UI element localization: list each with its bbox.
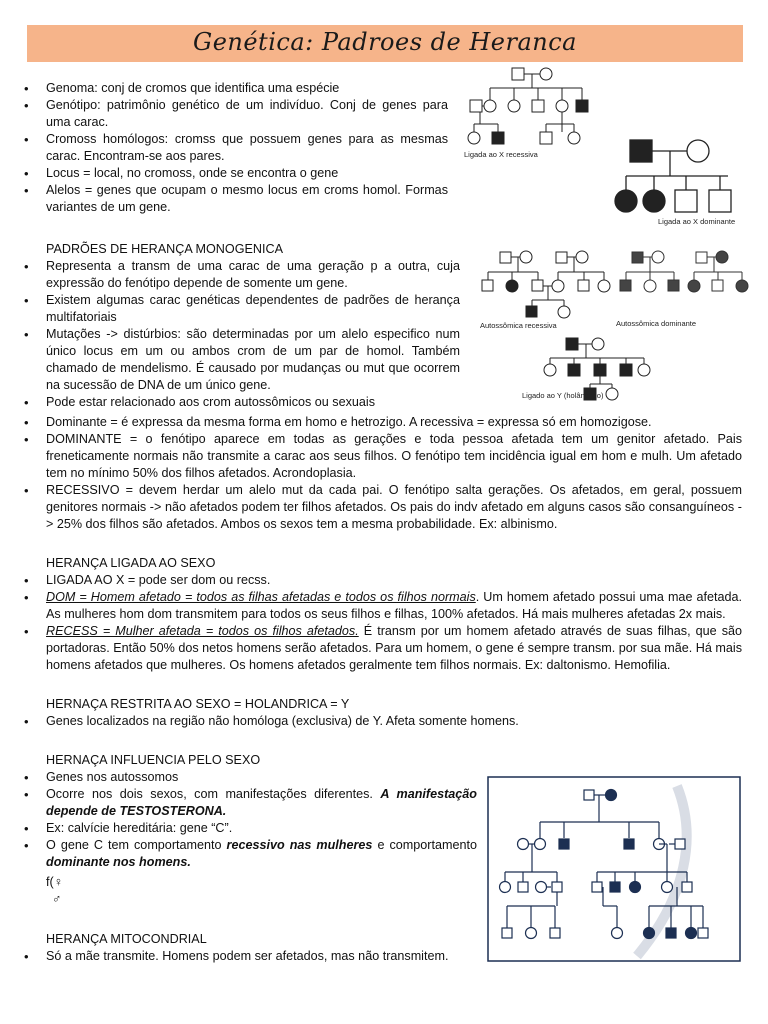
list-item: • Genoma: conj de cromos que identifica uma espécie xyxy=(22,80,448,97)
body-text: Ocorre nos dois sexos, com manifestações diferentes. xyxy=(46,787,381,801)
title-bar xyxy=(27,25,743,62)
pedigree-y-linked xyxy=(520,330,670,408)
underlined-text: RECESS = Mulher afetada = todos os filhos afetados. xyxy=(46,624,359,638)
formula-m: ♂ xyxy=(52,892,62,906)
list-item: • Existem algumas carac genéticas dependentes de padrões de herança multifatoriais xyxy=(22,292,460,326)
section-heading: HERNAÇA RESTRITA AO SEXO = HOLANDRICA = Y xyxy=(46,697,350,711)
list-item: • Cromoss homólogos: cromss que possuem genes para as mesmas carac. Encontram-se aos pares. xyxy=(22,131,448,165)
list-item xyxy=(22,623,742,674)
pedigree-caption: Autossômica recessiva xyxy=(480,321,557,330)
formula-f: f(♀ xyxy=(46,875,64,889)
list-item xyxy=(22,589,742,623)
body-text: . Um homem afetado possui uma mae afetada. As mulheres hom dom transmitem para todos os seus filhos e filhas, 100% afetados. Há mais mulheres afetadas 2x mais. xyxy=(46,590,742,621)
list-item: • Genes localizados na região não homóloga (exclusiva) de Y. Afeta somente homens. xyxy=(22,713,742,730)
list-item: • Locus = local, no cromoss, onde se encontra o gene xyxy=(22,165,448,182)
intro-section xyxy=(22,80,448,216)
list-item: • Genótipo: patrimônio genético de um indivíduo. Conj de genes para uma carac. xyxy=(22,97,448,131)
body-text: É transm por um homem afetado através de suas filhas, que são portadoras. Então 50% dos netos homens serão afetados. Para um homem, o gene é sempre transm. por sua mãe. Há mais homens afetados que mulheres. Os homens afetados geralmente tem filhos normais. Ex: daltonismo. Hemofilia. xyxy=(46,624,742,672)
list-item: • LIGADA AO X = pode ser dom ou recss. xyxy=(22,572,742,589)
section-heading: HERNAÇA INFLUENCIA PELO SEXO xyxy=(46,753,261,767)
pedigree-sex-influenced xyxy=(487,776,741,962)
list-item xyxy=(22,786,477,820)
list-item: • Mutações -> distúrbios: são determinadas por um alelo especifico num único locus em um ou ambos crom de um par de homol. Também chamado de mendelismo. É causado por mudanças ou mut que ocorrem na sucessão de DNA de um único gene. xyxy=(22,326,460,394)
underlined-text: DOM = Homem afetado = todos as filhas afetadas e todos os filhos normais xyxy=(46,590,476,604)
list-item: • Dominante = é expressa da mesma forma em homo e hetrozigo. A recessiva = expressa só em homozigose. xyxy=(22,414,742,431)
body-text: O gene C tem comportamento xyxy=(46,838,227,852)
pedigree-autosomal-dominant xyxy=(614,246,754,332)
section-heading: HERANÇA LIGADA AO SEXO xyxy=(46,556,216,570)
holandric-section xyxy=(22,696,742,730)
pedigree-caption: Ligada ao X dominante xyxy=(658,217,736,226)
pedigree-autosomal-recessive xyxy=(478,246,618,332)
pedigree-caption: Ligada ao X recessiva xyxy=(464,150,538,159)
body-text: e comportamento xyxy=(372,838,477,852)
list-item: • Alelos = genes que ocupam o mesmo locus em croms homol. Formas variantes de um gene. xyxy=(22,182,448,216)
section-heading: HERANÇA MITOCONDRIAL xyxy=(46,932,207,946)
mono-wide-section xyxy=(22,414,742,533)
list-item: • Genes nos autossomos xyxy=(22,769,477,786)
bold-text: A manifestação depende de TESTOSTERONA. xyxy=(46,787,477,818)
list-item: • Representa a transm de uma carac de uma geração p a outra, cuja expressão do fenótipo depende de somente um gene. xyxy=(22,258,460,292)
list-item: • Pode estar relacionado aos crom autossômicos ou sexuais xyxy=(22,394,460,411)
pedigree-caption: Ligado ao Y (holândrico) xyxy=(522,391,604,400)
mono-section xyxy=(22,241,460,411)
bold-text: dominante nos homens. xyxy=(46,855,191,869)
list-item xyxy=(22,837,477,871)
list-item: • RECESSIVO = devem herdar um alelo mut da cada pai. O fenótipo salta gerações. Os afetados, em geral, possuem genitores normais -> não afetados podem ter filhos afetados. Os pais do indv afetado em alguns casos são consanguíneos -> 25% dos filhos são afetados. Ambos os sexos tem a mesma probabilidade. Ex: albinismo. xyxy=(22,482,742,533)
pedigree-caption: Autossômica dominante xyxy=(616,319,697,328)
page-title: Genética: Padroes de Heranca xyxy=(193,28,577,56)
list-item: • Só a mãe transmite. Homens podem ser afetados, mas não transmitem. xyxy=(22,948,742,965)
section-heading: PADRÕES DE HERANÇA MONOGENICA xyxy=(46,242,283,256)
list-item: • DOMINANTE = o fenótipo aparece em todas as gerações e toda pessoa afetada tem um genitor afetado. Pais freneticamente normais não transmite a carac aos seus filhos. O fenótipo tem incidência igual em hom e mulh. Um afetado tem no mínimo 50% dos filhos afetados. Acrondoplasia. xyxy=(22,431,742,482)
pedigree-x-dominant xyxy=(604,134,754,230)
pedigree-x-recessive xyxy=(462,64,622,164)
sex-influenced-section xyxy=(22,752,477,908)
bold-text: recessivo nas mulheres xyxy=(226,838,373,852)
sex-linked-section xyxy=(22,555,742,674)
list-item: • Ex: calvície hereditária: gene “C”. xyxy=(22,820,477,837)
